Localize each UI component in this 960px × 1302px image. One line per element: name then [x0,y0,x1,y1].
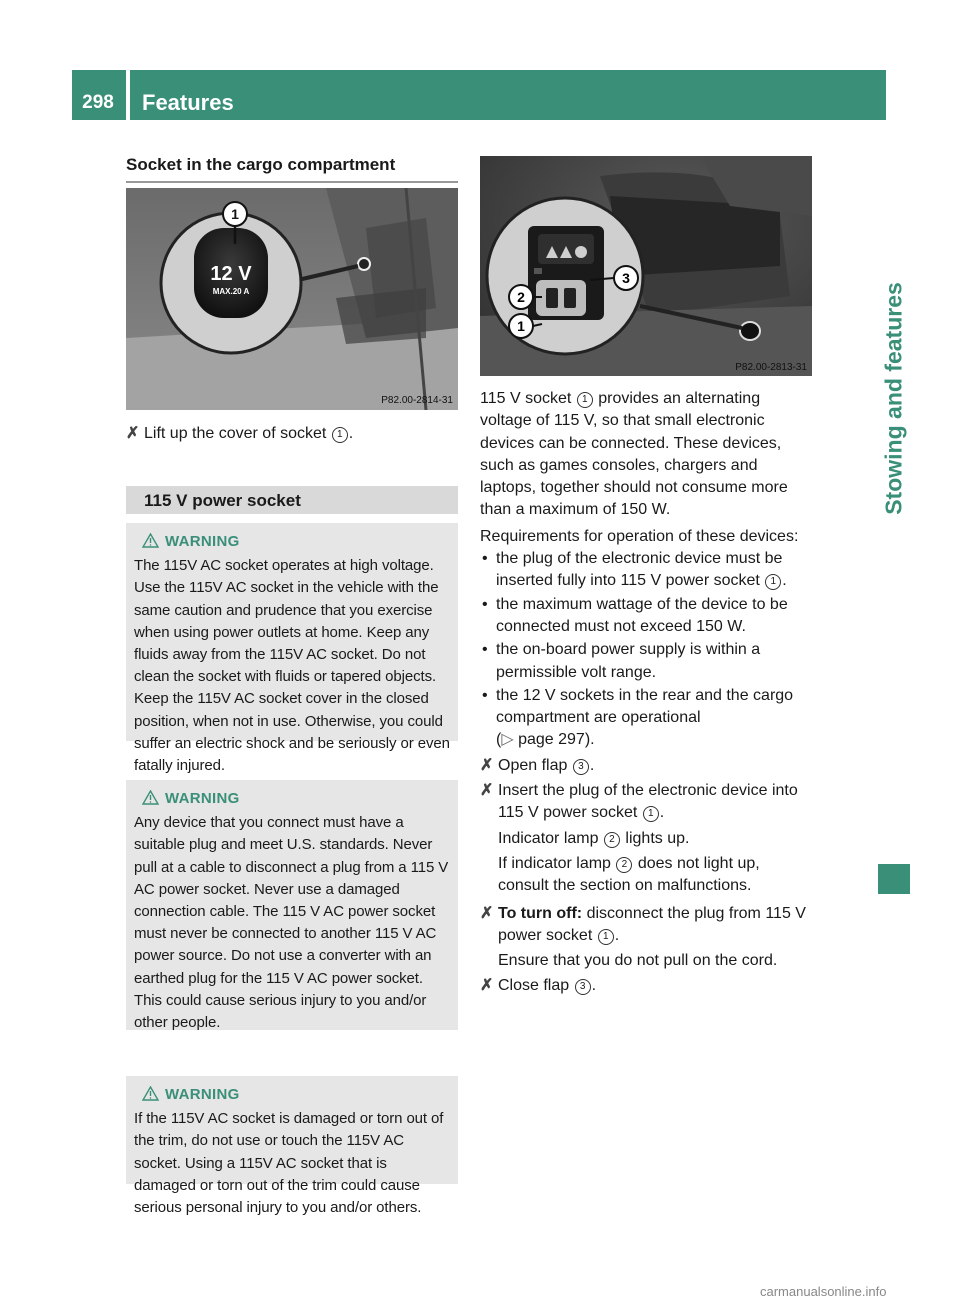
side-tab-label: Stowing and features [880,282,907,515]
warning-triangle-icon [142,1086,159,1101]
side-tab [878,200,908,620]
ref-number-icon: 1 [643,806,659,822]
warning-body: Any device that you connect must have a suitable plug and meet U.S. standards. Never pull at a cable to disconnect a plug from a 115 V AC power socket. Never use a damaged connection cable. The 115 V AC power socket must never be connected to another 115 V AC power source. Do not use a converter with an earthed plug for the 115 V AC power socket. This could cause serious injury to you and/or other people. [134,814,449,1032]
figure-115v-socket [480,156,812,376]
warning-heading [126,1076,458,1106]
header-divider [126,70,130,120]
text: If indicator lamp [498,854,611,872]
side-tab-marker [878,864,910,894]
figure-code: P82.00-2813-31 [735,362,807,373]
figure-code: P82.00-2814-31 [381,395,453,406]
warning-box [126,1076,458,1217]
ref-number-icon: 1 [577,392,593,408]
text: . [589,756,595,774]
text: . [614,926,620,944]
figure-cargo-socket [126,188,458,410]
cargo-socket-illustration [126,188,458,410]
page-ref-arrow-icon: ▷ [501,731,514,749]
text: . [591,977,597,995]
step-result [498,828,812,850]
callout-3-label: 3 [622,270,630,286]
warning-heading-text: WARNING [165,1086,240,1103]
instruction-step [480,975,812,997]
text: the on-board power supply is within a permissible volt range. [496,641,761,681]
step-note: Ensure that you do not pull on the cord. [498,952,778,970]
list-item [480,548,812,593]
warning-heading-text: WARNING [165,790,240,807]
warning-box [126,780,458,1030]
text: Open flap [498,756,568,774]
step-arrow-icon: ✗ [480,977,494,995]
warning-body: The 115V AC socket operates at high voltage. Use the 115V AC socket in the vehicle with the same caution and prudence that you exercise when using power outlets at home. Keep any fluids away from the 115V AC socket. Do not clean the socket with fluids or tapered objects. Keep the 115V AC socket cover in the closed position, when not in use. Otherwise, you could suffer an electric shock and be seriously or even fatally injured. [134,557,450,775]
list-item [480,639,812,684]
warning-body: If the 115V AC socket is damaged or torn out of the trim, do not use or touch the 115V AC socket. Using a 115V AC socket that is damaged or torn out of the trim could cause serious personal injury to you and/or others. [134,1110,444,1217]
ref-number-icon: 2 [604,832,620,848]
text: Close flap [498,977,570,995]
instruction-step [126,423,458,445]
warning-heading-text: WARNING [165,533,240,550]
step-arrow-icon: ✗ [480,782,494,800]
page-number: 298 [82,92,114,113]
text: provides an alternating voltage of 115 V, so that small electronic devices can be connected. These devices, such as games consoles, chargers and laptops, together should not consume more than a maximum of 150 W. [480,390,788,519]
bullet-icon: • [482,686,488,704]
callout-1-label: 1 [231,206,239,222]
instruction-step [480,780,812,897]
text: . [782,572,787,590]
step-text-end: . [348,425,354,442]
requirements-title: Requirements for operation of these devices: [480,527,799,545]
bullet-icon: • [482,550,488,568]
page-reference-link[interactable]: page 297). [518,731,595,749]
text: the maximum wattage of the device to be connected must not exceed 150 W. [496,595,788,635]
text: Insert the plug of the electronic device into 115 V power socket [498,782,798,822]
step-arrow-icon: ✗ [480,756,494,774]
chapter-title: Features [142,90,234,115]
watermark: carmanualsonline.info [760,1284,887,1299]
text: lights up. [625,829,690,847]
power-socket-illustration [480,156,812,376]
intro-paragraph [480,388,812,522]
ref-number-icon: 1 [598,929,614,945]
warning-heading [126,523,458,553]
section-title: Socket in the cargo compartment [126,155,458,183]
text: Indicator lamp [498,829,599,847]
ref-number-icon: 3 [575,979,591,995]
list-item [480,594,812,639]
socket-voltage-label: 12 V [210,263,252,285]
page-header [72,70,886,120]
text: does not light up, consult the section on malfunctions. [498,854,760,895]
text: ( [496,731,502,749]
bullet-icon: • [482,641,488,659]
step-arrow-icon: ✗ [480,904,494,922]
ref-number-icon: 2 [616,857,632,873]
ref-number-icon: 1 [765,574,781,590]
callout-2-label: 2 [517,289,525,305]
instruction-step [480,903,812,973]
text: disconnect the plug from 115 V power socket [498,904,806,944]
requirements-list [480,548,812,752]
bullet-icon: • [482,595,488,613]
subsection-title: 115 V power socket [144,491,301,510]
socket-max-label: MAX.20 A [212,287,250,296]
instruction-step [480,755,812,777]
step-arrow-icon: ✗ [126,425,140,442]
text: . [659,804,665,822]
text: the 12 V sockets in the rear and the cargo compartment are operational [496,686,794,727]
subsection-header [126,486,458,514]
warning-symbols-icon [546,246,587,258]
ref-number-icon: 3 [573,759,589,775]
ref-number-icon: 1 [332,427,348,443]
text: the plug of the electronic device must be inserted fully into 115 V power socket [496,550,783,590]
callout-1-label: 1 [517,318,525,334]
warning-heading [126,780,458,810]
warning-triangle-icon [142,790,159,805]
step-text: Lift up the cover of socket [144,425,327,442]
warning-box [126,523,458,775]
right-column-text [480,388,812,998]
text: 115 V socket [480,390,572,407]
list-item [480,685,812,752]
warning-triangle-icon [142,533,159,548]
step-note [498,853,812,898]
step-label: To turn off: [498,904,583,922]
